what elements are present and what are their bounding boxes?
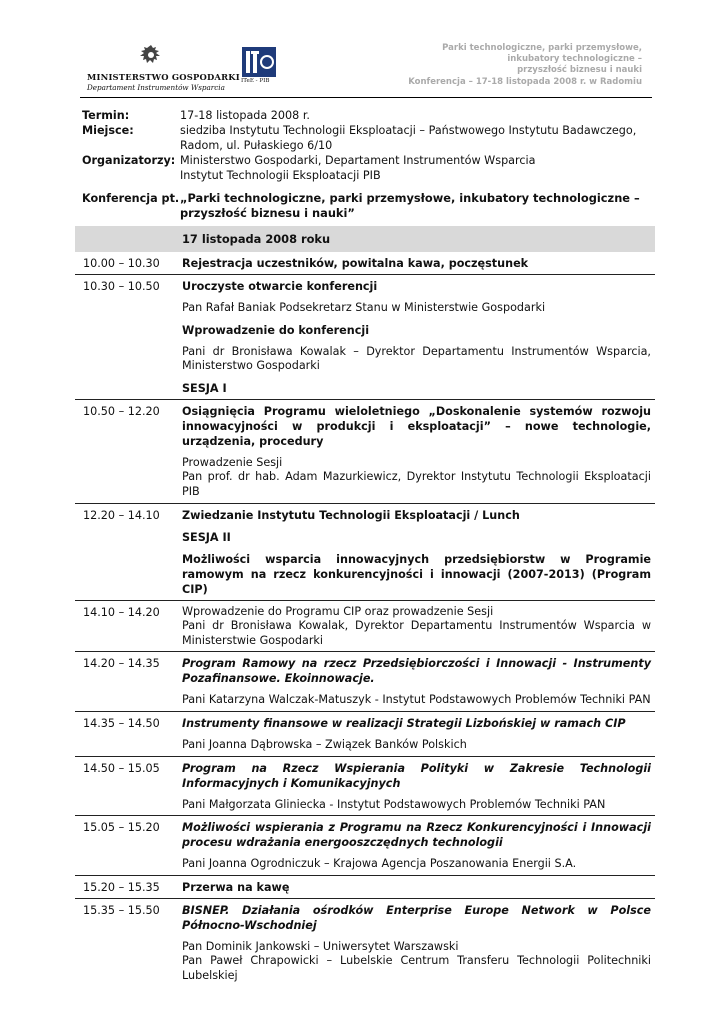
polish-eagle-emblem (138, 43, 164, 69)
session-content (182, 508, 655, 597)
speaker-text: Prowadzenie Sesji (182, 455, 283, 469)
time-slot: 14.50 – 15.05 (83, 761, 160, 775)
info-place (82, 123, 652, 153)
speaker-text: Pani Joanna Ogrodniczuk – Krajowa Agencja Poszanowania Energii S.A. (182, 857, 577, 871)
program-row (75, 400, 655, 504)
speaker-text: Pani dr Bronisława Kowalak – Dyrektor Departamentu Instrumentów Wsparcia, Ministerstwo Gospodarki (182, 344, 651, 373)
itee-caption: ITeE - PIB (241, 78, 270, 84)
time-slot: 15.05 – 15.20 (83, 821, 160, 835)
date-value: 17-18 listopada 2008 r. (180, 109, 310, 122)
itee-logo (242, 47, 276, 77)
session-title: SESJA II (182, 530, 231, 544)
program-row (75, 712, 655, 757)
program-row (75, 252, 655, 275)
conference-title: „Parki technologiczne, parki przemysłowe, inkubatory technologiczne – przyszłość biznesu i nauki” (180, 191, 640, 220)
session-content (182, 903, 655, 984)
time-slot: 15.35 – 15.50 (83, 903, 160, 917)
speaker-text: Pani Joanna Dąbrowska – Związek Banków Polskich (182, 737, 467, 751)
program-row (75, 275, 655, 400)
time-slot: 15.20 – 15.35 (83, 880, 160, 894)
program-row (75, 816, 655, 876)
time-slot: 14.10 – 14.20 (83, 605, 160, 619)
session-title: Program na Rzecz Wspierania Polityki w Zakresie Technologii Informacyjnych i Komunikacyjnych (182, 761, 651, 790)
session-content (182, 880, 655, 895)
program-row (75, 504, 655, 601)
day-header (75, 226, 655, 252)
program-row (75, 899, 655, 987)
place-label: Miejsce: (82, 124, 134, 137)
organizer-line: Instytut Technologii Eksploatacji PIB (180, 169, 381, 182)
time-slot: 10.50 – 12.20 (83, 404, 160, 418)
page-header (80, 38, 652, 94)
session-content (182, 761, 655, 813)
session-content (182, 256, 655, 271)
info-conference (82, 191, 652, 221)
session-title: Program Ramowy na rzecz Przedsiębiorczości i Innowacji - Instrumenty Pozafinansowe. Ekoinnowacje. (182, 657, 651, 686)
place-value (180, 123, 652, 153)
session-title: Uroczyste otwarcie konferencji (182, 280, 378, 293)
session-title: Instrumenty finansowe w realizacji Strategii Lizbońskiej w ramach CIP (182, 716, 626, 730)
ministry-name: MINISTERSTWO GOSPODARKI (87, 72, 240, 82)
organizer-line: Ministerstwo Gospodarki, Departament Instrumentów Wsparcia (180, 154, 536, 167)
session-title: Możliwości wspierania z Programu na Rzecz Konkurencyjności i Innowacji procesu wdrażania energooszczędnych technologii (182, 821, 651, 850)
organizers-value (180, 153, 652, 183)
session-content (182, 605, 655, 649)
program-row (75, 757, 655, 817)
time-slot: 12.20 – 14.10 (83, 508, 160, 522)
speaker-text: Pani Małgorzata Gliniecka - Instytut Podstawowych Problemów Techniki PAN (182, 797, 606, 811)
session-content (182, 716, 655, 753)
time-slot: 10.00 – 10.30 (83, 257, 160, 270)
place-line: Radom, ul. Pułaskiego 6/10 (180, 139, 333, 152)
header-title-line: Konferencja – 17-18 listopada 2008 r. w Radomiu (408, 76, 642, 87)
session-title: Rejestracja uczestników, powitalna kawa, poczęstunek (182, 257, 529, 270)
speaker-text: Wprowadzenie do Programu CIP oraz prowadzenie Sesji (182, 604, 494, 618)
program-row (75, 876, 655, 899)
event-info (82, 108, 652, 221)
session-content (182, 656, 655, 708)
place-line: siedziba Instytutu Technologii Eksploatacji – Państwowego Instytutu Badawczego, (180, 124, 637, 137)
time-slot: 14.35 – 14.50 (83, 716, 160, 730)
session-title: BISNEP. Działania ośrodków Enterprise Europe Network w Polsce Północno-Wschodniej (182, 903, 651, 932)
date-label: Termin: (82, 109, 130, 122)
organizers-label: Organizatorzy: (82, 154, 176, 167)
speaker-text: Pan Dominik Jankowski – Uniwersytet Warszawski (182, 939, 459, 953)
session-title: SESJA I (182, 381, 227, 395)
program-items (75, 252, 655, 987)
info-organizers (82, 153, 652, 183)
speaker-text: Pani Katarzyna Walczak-Matuszyk - Instytut Podstawowych Problemów Techniki PAN (182, 693, 651, 707)
time-slot: 10.30 – 10.50 (83, 280, 160, 293)
speaker-text: Pan prof. dr hab. Adam Mazurkiewicz, Dyrektor Instytutu Technologii Eksploatacji PIB (182, 470, 651, 498)
session-title: Przerwa na kawę (182, 880, 290, 894)
speaker-text: Pan Rafał Baniak Podsekretarz Stanu w Ministerstwie Gospodarki (182, 301, 546, 314)
day-label: 17 listopada 2008 roku (182, 232, 331, 246)
program-row (75, 652, 655, 712)
header-title (408, 43, 642, 88)
conference-label: Konferencja pt. (82, 192, 180, 205)
speaker-text: Pani dr Bronisława Kowalak, Dyrektor Departamentu Instrumentów Wsparcia w Ministerstwie Gospodarki (182, 619, 651, 647)
speaker-text: Pan Paweł Chrapowicki – Lubelskie Centrum Transferu Technologii Politechniki Lubelskiej (182, 954, 651, 982)
program-table (75, 226, 655, 987)
session-title: Możliwości wsparcia innowacyjnych przedsiębiorstw w Programie ramowym na rzecz konkurencyjności i innowacji (2007-2013) (Program CIP) (182, 552, 651, 596)
info-date (82, 108, 652, 123)
department-name: Departament Instrumentów Wsparcia (87, 83, 225, 92)
session-title: Zwiedzanie Instytutu Technologii Eksploatacji / Lunch (182, 508, 520, 522)
time-slot: 14.20 – 14.35 (83, 657, 160, 671)
session-content (182, 820, 655, 872)
session-content (182, 279, 655, 396)
header-title-line: inkubatory technologiczne – (507, 54, 642, 65)
session-content (182, 404, 655, 500)
program-row (75, 601, 655, 653)
session-title: Wprowadzenie do konferencji (182, 323, 370, 337)
header-title-line: Parki technologiczne, parki przemysłowe, (442, 43, 642, 53)
session-title: Osiągnięcia Programu wieloletniego „Doskonalenie systemów rozwoju innowacyjności w produkcji i eksploatacji” – nowe technologie, urządzenia, procedury (182, 404, 651, 448)
header-divider (80, 97, 652, 98)
header-title-line: przyszłość biznesu i nauki (517, 65, 642, 76)
